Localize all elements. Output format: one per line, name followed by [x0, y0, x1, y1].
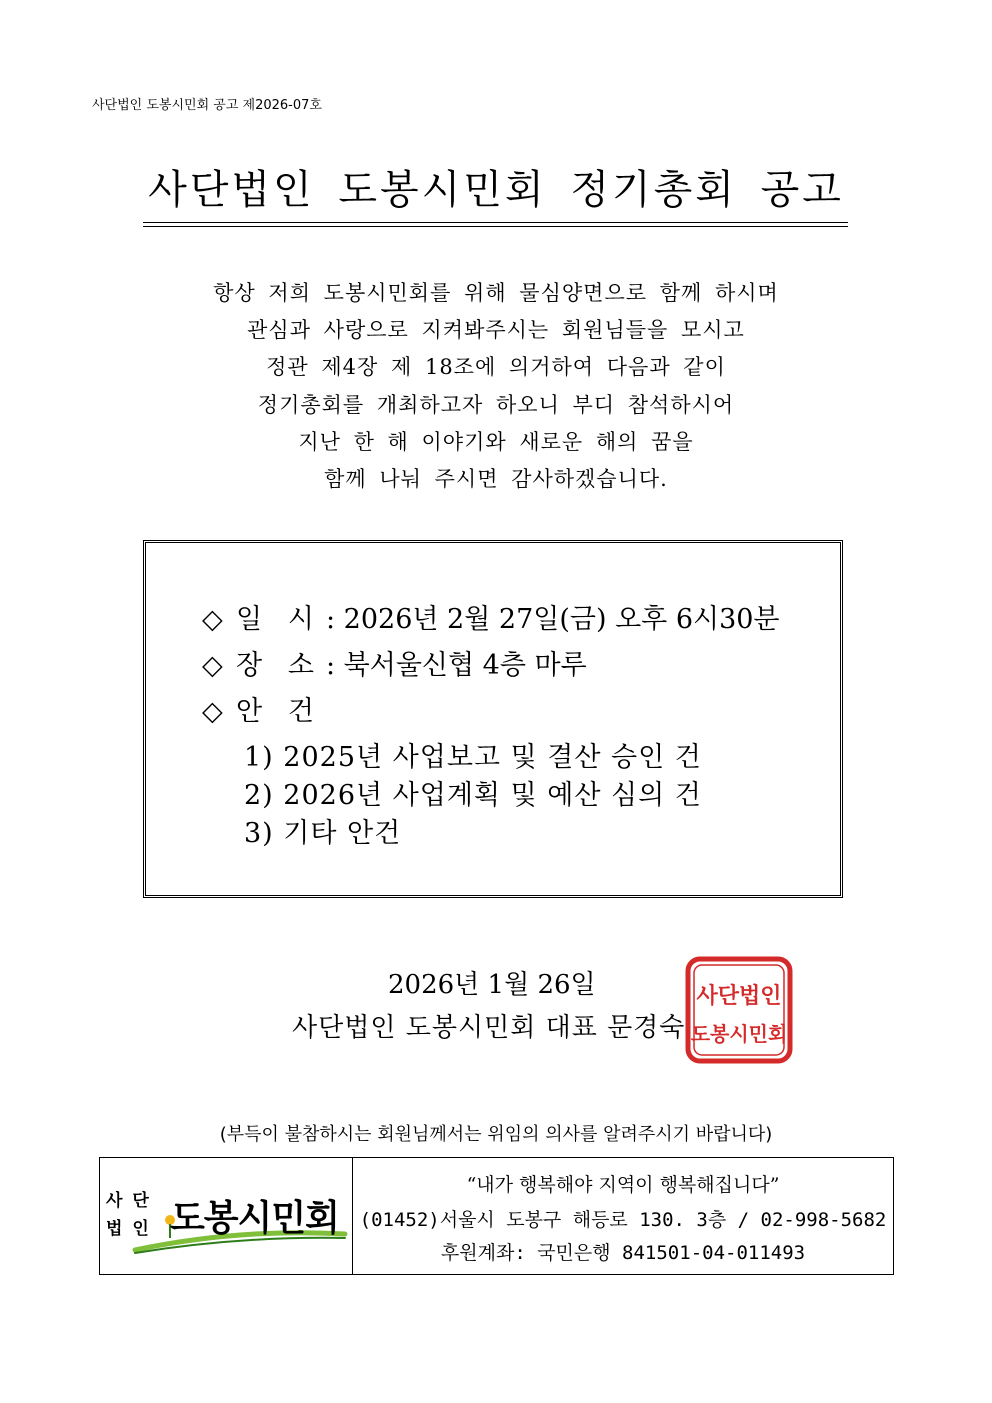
official-seal-icon	[684, 955, 794, 1065]
logo-small-text: 사 단	[106, 1191, 151, 1211]
seal-text-top: 사단법인	[696, 983, 782, 1009]
issue-date: 2026년 1월 26일	[388, 970, 596, 1000]
intro-line: 정기총회를 개최하고자 하오니 부디 참석하시어	[257, 392, 735, 417]
agenda-item: 1) 2025년 사업보고 및 결산 승인 건	[244, 742, 702, 773]
proxy-notice: (부득이 불참하시는 회원님께서는 위임의 의사를 알려주시기 바랍니다)	[219, 1124, 773, 1145]
meeting-info-box	[143, 540, 843, 898]
intro-line: 관심과 사랑으로 지켜봐주시는 회원님들을 모시고	[247, 318, 745, 343]
contact-info	[353, 1158, 893, 1274]
document-number: 사단법인 도봉시민회 공고 제2026-07호	[92, 98, 322, 113]
seal-text-bottom: 도봉시민회	[690, 1022, 788, 1046]
organization-logo	[100, 1158, 353, 1274]
title-divider	[143, 222, 848, 227]
logo-name: 도봉시민회	[170, 1198, 339, 1239]
diamond-bullet-icon: ◇	[202, 650, 223, 681]
datetime-value: : 2026년 2월 27일(금) 오후 6시30분	[326, 604, 780, 635]
intro-line: 함께 나눠 주시면 감사하겠습니다.	[324, 467, 668, 492]
meeting-place	[202, 643, 587, 682]
agenda-label: 안 건	[236, 696, 314, 727]
meeting-datetime	[202, 597, 780, 636]
datetime-label: 일 시	[236, 604, 314, 635]
diamond-bullet-icon: ◇	[202, 604, 223, 635]
signer-name: 사단법인 도봉시민회 대표 문경숙	[292, 1013, 686, 1043]
place-label: 장 소	[236, 650, 314, 681]
slogan: “내가 행복해야 지역이 행복해집니다”	[466, 1174, 780, 1196]
agenda-item: 3) 기타 안건	[244, 818, 402, 849]
diamond-bullet-icon: ◇	[202, 696, 223, 727]
donation-account: 후원계좌: 국민은행 841501-04-011493	[440, 1242, 806, 1264]
agenda-item: 2) 2026년 사업계획 및 예산 심의 건	[244, 780, 702, 811]
intro-line: 정관 제4장 제 18조에 의거하여 다음과 같이	[266, 355, 726, 380]
place-value: : 북서울신협 4층 마루	[326, 650, 587, 681]
intro-line: 항상 저희 도봉시민회를 위해 물심양면으로 함께 하시며	[213, 281, 779, 305]
meeting-agenda	[202, 689, 326, 728]
page-title: 사단법인 도봉시민회 정기총회 공고	[148, 167, 844, 213]
intro-paragraph	[0, 275, 992, 498]
footer-info-table	[99, 1157, 894, 1275]
intro-line: 지난 한 해 이야기와 새로운 해의 꿈을	[298, 429, 694, 454]
logo-small-text: 법 인	[106, 1219, 151, 1239]
address: (01452)서울시 도봉구 해등로 130. 3층 / 02-998-5682	[359, 1209, 887, 1231]
